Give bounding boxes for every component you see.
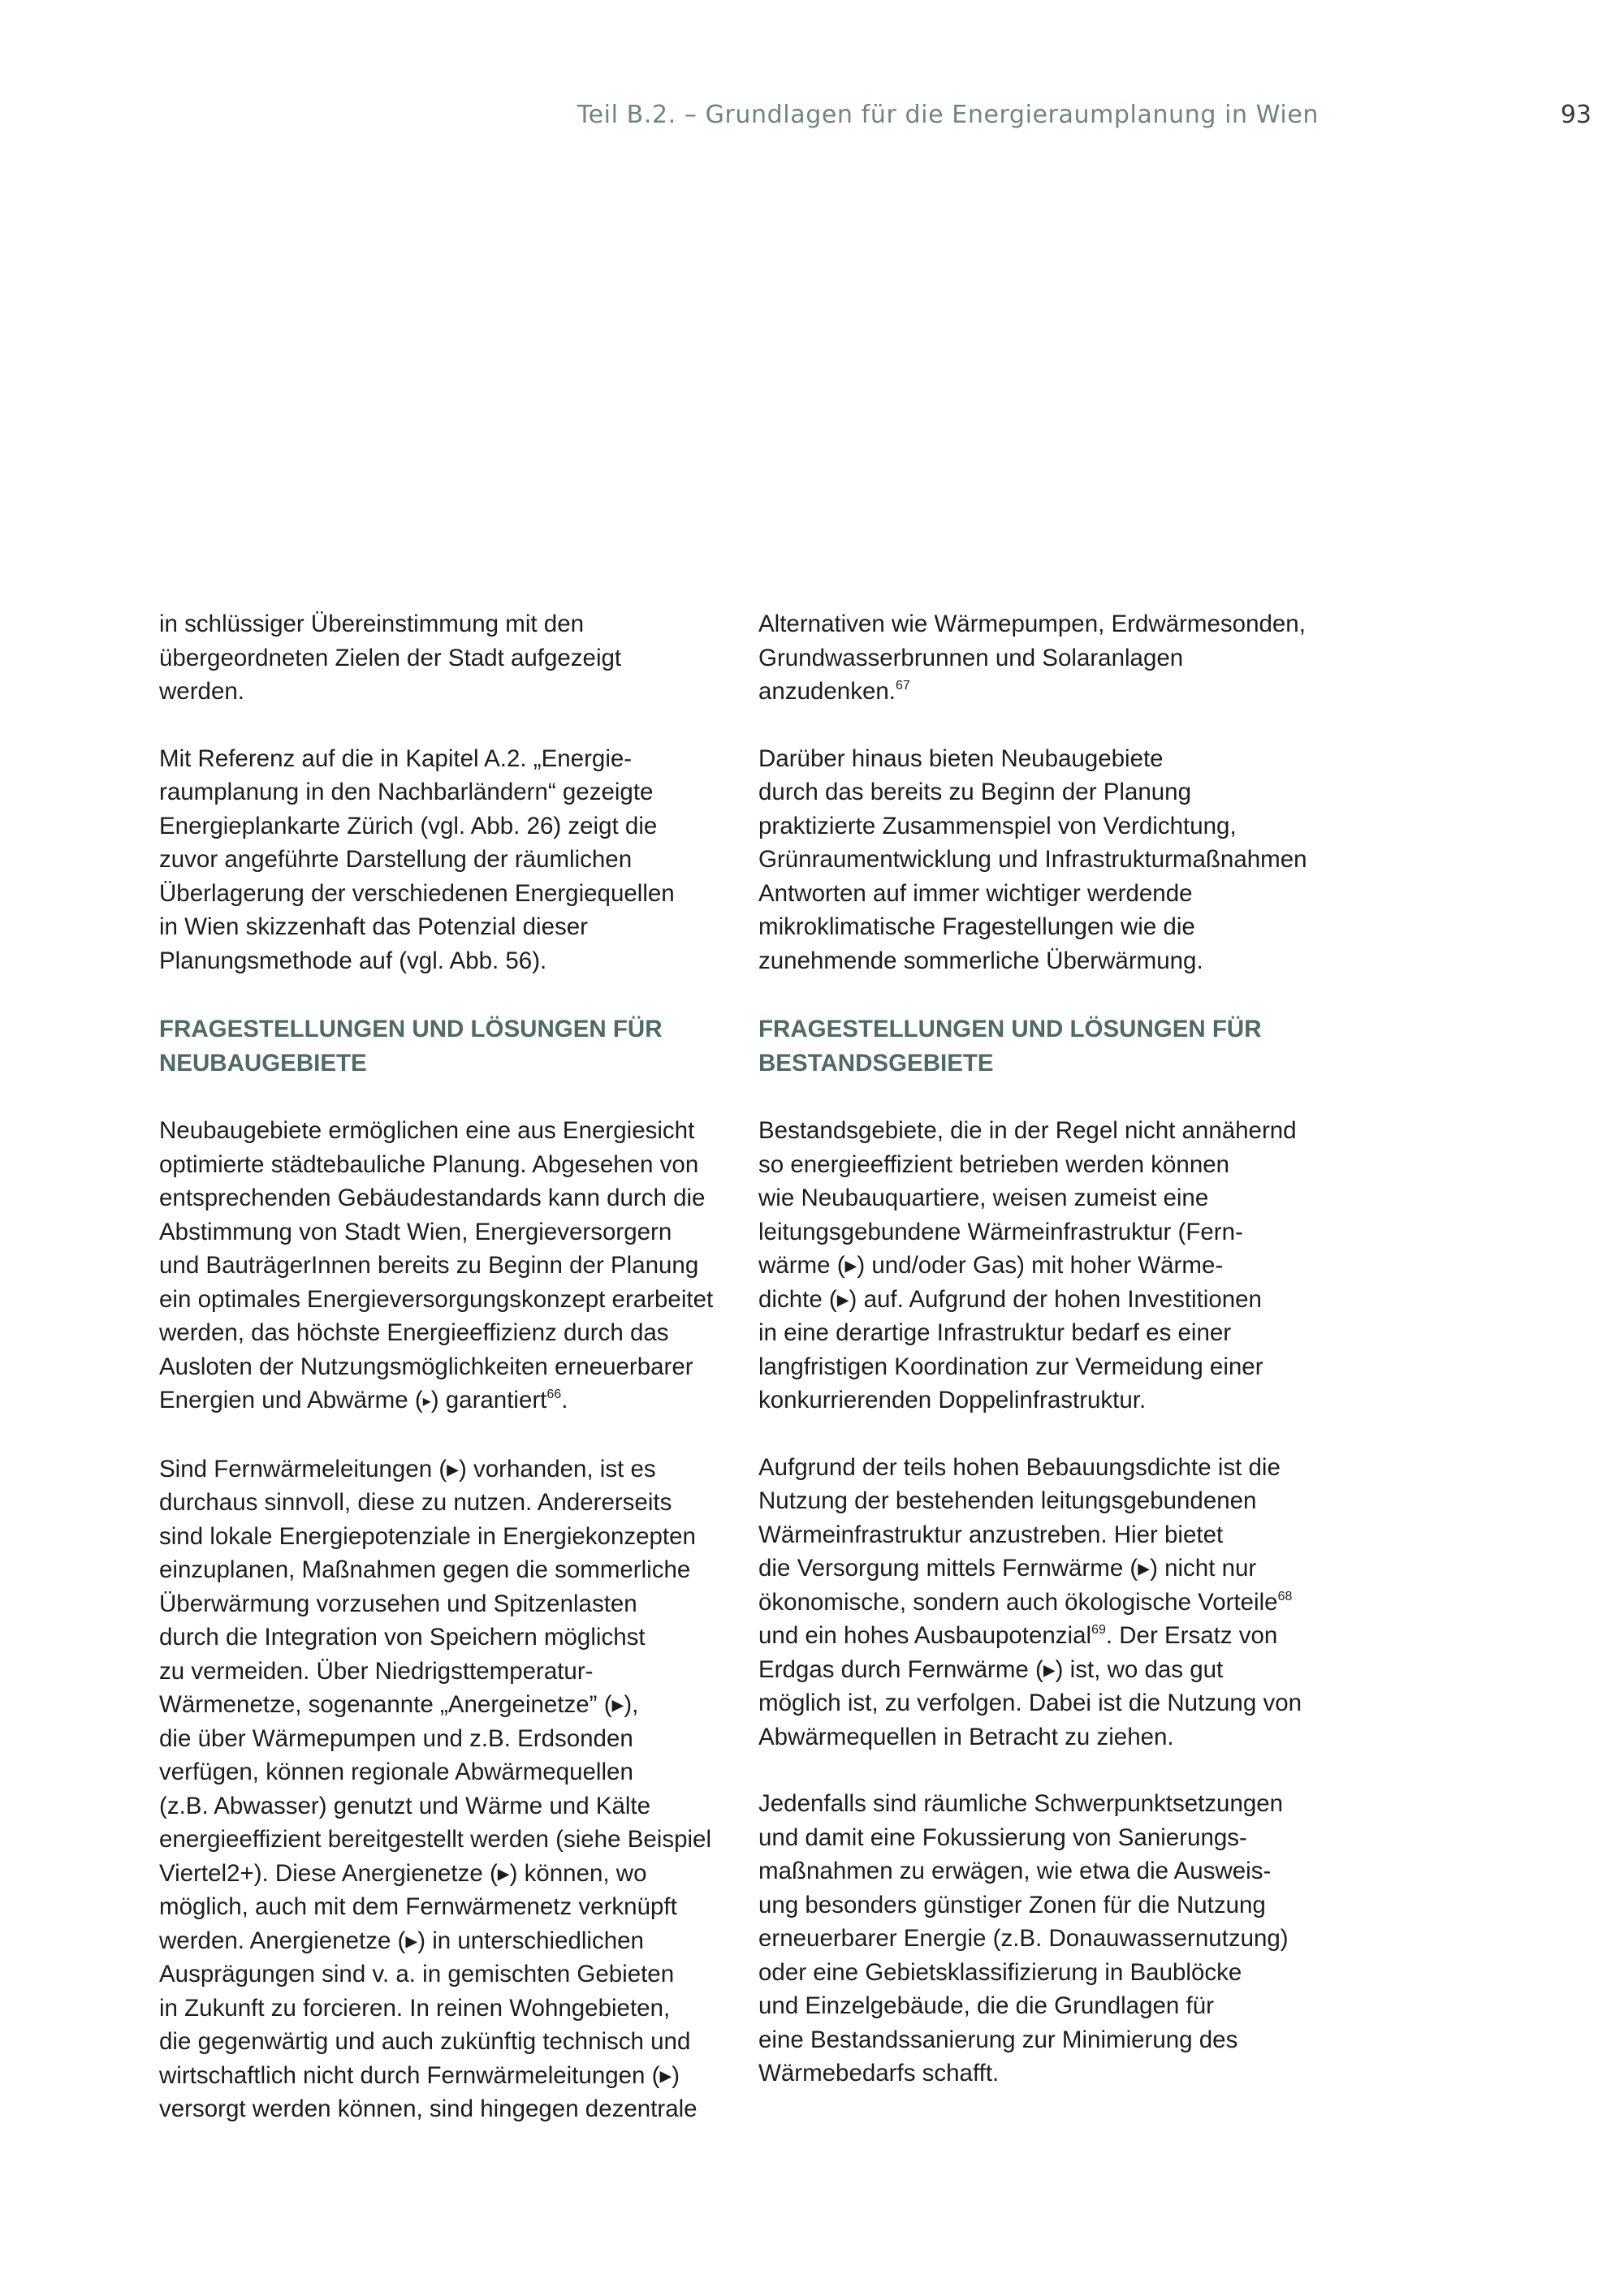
text-line: raumplanung in den Nachbarländern“ gezeigte	[159, 779, 654, 805]
text-line: Ausprägungen sind v. a. in gemischten Gebieten	[159, 1961, 675, 1987]
footnote-68: 68	[1277, 1589, 1293, 1603]
text-line: konkurrierenden Doppelinfrastruktur.	[758, 1387, 1147, 1413]
text-line: Mit Referenz auf die in Kapitel A.2. „Energie-	[159, 744, 633, 772]
text-line: und Einzelgebäude, die die Grundlagen für	[758, 1992, 1214, 2019]
text-line: in schlüssiger Übereinstimmung mit den	[159, 611, 585, 637]
text-line: Jedenfalls sind räumliche Schwerpunktsetzungen	[758, 1790, 1284, 1817]
text-line: in Zukunft zu forcieren. In reinen Wohngebieten,	[159, 1994, 671, 2022]
section-heading-bestandsgebiete	[758, 1012, 1343, 1081]
text-line: wirtschaftlich nicht durch Fernwärmeleitungen (▸)	[159, 2061, 680, 2089]
right-column	[758, 607, 1343, 2124]
text-line: werden.	[159, 678, 244, 705]
text-line	[758, 1619, 1343, 1653]
text-fragment: anzudenken.	[758, 678, 896, 705]
text-line: zunehmende sommerliche Überwärmung.	[758, 947, 1203, 974]
text-line: Grünraumentwicklung und Infrastrukturmaßnahmen	[758, 846, 1307, 873]
text-line: Nutzung der bestehenden leitungsgebundenen	[758, 1487, 1257, 1514]
text-line: durch die Integration von Speichern möglichst	[159, 1624, 646, 1651]
text-line: zuvor angeführte Darstellung der räumlichen	[159, 846, 633, 873]
text-line: Wärmenetze, sogenannte „Anergeinetze” (▸),	[159, 1691, 639, 1718]
text-line: mikroklimatische Fragestellungen wie die	[758, 913, 1195, 940]
text-line: sind lokale Energiepotenziale in Energiekonzepten	[159, 1522, 696, 1550]
text-line: Abstimmung von Stadt Wien, Energieversorgern	[159, 1218, 672, 1245]
intro-continuation-paragraph	[159, 607, 744, 709]
text-line: langfristigen Koordination zur Vermeidung einer	[758, 1353, 1263, 1380]
text-line: Viertel2+). Diese Anergienetze (▸) können, wo	[159, 1859, 647, 1887]
text-line: Planungsmethode auf (vgl. Abb. 56).	[159, 947, 547, 974]
text-line: die über Wärmepumpen und z.B. Erdsonden	[159, 1724, 633, 1752]
text-line: Überwärmung vorzusehen und Spitzenlasten	[159, 1590, 637, 1617]
text-line: entsprechenden Gebäudestandards kann durch die	[159, 1185, 706, 1211]
reference-paragraph	[159, 742, 744, 978]
text-line: in eine derartige Infrastruktur bedarf es einer	[758, 1319, 1232, 1346]
heading-line: NEUBAUGEBIETE	[159, 1050, 367, 1077]
text-line: eine Bestandssanierung zur Minimierung des	[758, 2026, 1238, 2053]
text-line: möglich, auch mit dem Fernwärmenetz verknüpft	[159, 1893, 677, 1920]
text-line: Wärmeinfrastruktur anzustreben. Hier bietet	[758, 1521, 1224, 1548]
text-line	[758, 675, 1343, 709]
text-fragment: ökonomische, sondern auch ökologische Vorteile	[758, 1588, 1278, 1616]
text-fragment: Energien und Abwärme (	[159, 1387, 423, 1413]
glossary-arrow-icon: ▸	[422, 1392, 431, 1410]
heading-line: FRAGESTELLUNGEN UND LÖSUNGEN FÜR	[159, 1016, 663, 1042]
text-line: übergeordneten Zielen der Stadt aufgezeigt	[159, 644, 622, 671]
text-fragment: . Der Ersatz von	[1105, 1622, 1278, 1649]
text-line: Erdgas durch Fernwärme (▸) ist, wo das gut	[758, 1655, 1224, 1683]
footnote-67: 67	[895, 679, 910, 693]
neubau-paragraph	[159, 1114, 744, 1419]
text-line: so energieeffizient betrieben werden können	[758, 1150, 1230, 1178]
text-line: und damit eine Fokussierung von Sanierungs-	[758, 1823, 1247, 1851]
bestand-paragraph	[758, 1114, 1343, 1418]
text-line: die Versorgung mittels Fernwärme (▸) nicht nur	[758, 1555, 1257, 1582]
text-line: wie Neubauquartiere, weisen zumeist eine	[758, 1185, 1209, 1211]
text-line: oder eine Gebietsklassifizierung in Baublöcke	[758, 1958, 1242, 1986]
section-heading-neubaugebiete	[159, 1012, 744, 1081]
text-line: Energieplankarte Zürich (vgl. Abb. 26) zeigt die	[159, 812, 658, 839]
text-line: Alternativen wie Wärmepumpen, Erdwärmesonden,	[758, 611, 1306, 637]
schwerpunkt-paragraph	[758, 1787, 1343, 2091]
text-line: durchaus sinnvoll, diese zu nutzen. Andererseits	[159, 1489, 672, 1516]
text-line: Aufgrund der teils hohen Bebauungsdichte ist die	[758, 1453, 1281, 1481]
fernwaerme-paragraph	[159, 1452, 744, 2126]
text-line: zu vermeiden. Über Niedrigsttemperatur-	[159, 1657, 594, 1685]
heading-line: BESTANDSGEBIETE	[758, 1050, 994, 1077]
footnote-66: 66	[546, 1388, 562, 1401]
running-header-title: Teil B.2. – Grundlagen für die Energieraumplanung in Wien	[577, 101, 1319, 129]
text-line: Überlagerung der verschiedenen Energiequellen	[159, 879, 675, 907]
dichte-paragraph	[758, 1451, 1343, 1754]
text-line: energieeffizient bereitgestellt werden (siehe Beispiel	[159, 1826, 711, 1853]
text-line: Antworten auf immer wichtiger werdende	[758, 879, 1193, 907]
text-line: und BauträgerInnen bereits zu Beginn der Planung	[159, 1252, 699, 1279]
text-line: ung besonders günstiger Zonen für die Nutzung	[758, 1891, 1266, 1918]
text-line	[159, 1383, 744, 1419]
text-line: ein optimales Energieversorgungskonzept erarbeitet	[159, 1285, 714, 1313]
text-line: die gegenwärtig und auch zukünftig technisch und	[159, 2028, 691, 2055]
page-number: 93	[1560, 101, 1592, 129]
neubau-continuation-paragraph	[758, 742, 1343, 978]
text-line: Bestandsgebiete, die in der Regel nicht annähernd	[758, 1117, 1297, 1144]
text-fragment: und ein hohes Ausbaupotenzial	[758, 1622, 1092, 1649]
text-line: dichte (▸) auf. Aufgrund der hohen Investitionen	[758, 1285, 1262, 1313]
text-line: verfügen, können regionale Abwärmequellen	[159, 1759, 633, 1785]
text-line: Darüber hinaus bieten Neubaugebiete	[758, 744, 1164, 772]
text-line: leitungsgebundene Wärmeinfrastruktur (Fern-	[758, 1218, 1243, 1245]
text-line: wärme (▸) und/oder Gas) mit hoher Wärme-	[758, 1252, 1224, 1279]
footnote-69: 69	[1091, 1623, 1106, 1637]
text-line: Neubaugebiete ermöglichen eine aus Energiesicht	[159, 1117, 695, 1144]
text-line: Wärmebedarfs schafft.	[758, 2060, 1000, 2087]
text-line: einzuplanen, Maßnahmen gegen die sommerliche	[159, 1556, 691, 1583]
text-line: erneuerbarer Energie (z.B. Donauwassernutzung)	[758, 1925, 1289, 1952]
text-line: (z.B. Abwasser) genutzt und Wärme und Kälte	[159, 1792, 651, 1819]
text-line: werden, das höchste Energieeffizienz durch das	[159, 1319, 669, 1346]
heading-line: FRAGESTELLUNGEN UND LÖSUNGEN FÜR	[758, 1016, 1262, 1042]
text-line: Ausloten der Nutzungsmöglichkeiten erneuerbarer	[159, 1353, 693, 1380]
text-line: werden. Anergienetze (▸) in unterschiedlichen	[159, 1927, 644, 1954]
text-line: möglich ist, zu verfolgen. Dabei ist die Nutzung von	[758, 1690, 1302, 1716]
text-line: praktizierte Zusammenspiel von Verdichtung,	[758, 812, 1237, 839]
text-line: Sind Fernwärmeleitungen (▸) vorhanden, ist es	[159, 1455, 656, 1482]
text-line: in Wien skizzenhaft das Potenzial dieser	[159, 913, 588, 940]
text-line: versorgt werden können, sind hingegen dezentrale	[159, 2095, 698, 2122]
text-line: optimierte städtebauliche Planung. Abgesehen von	[159, 1150, 699, 1178]
text-fragment: ) garantiert	[430, 1387, 547, 1413]
text-line: maßnahmen zu erwägen, wie etwa die Ausweis-	[758, 1858, 1272, 1884]
text-line	[758, 1586, 1343, 1620]
alternatives-paragraph	[758, 607, 1343, 709]
text-line: Grundwasserbrunnen und Solaranlagen	[758, 644, 1184, 671]
text-line: Abwärmequellen in Betracht zu ziehen.	[758, 1723, 1174, 1750]
text-line: durch das bereits zu Beginn der Planung	[758, 779, 1191, 805]
text-fragment: .	[561, 1387, 568, 1413]
left-column	[159, 607, 744, 2160]
